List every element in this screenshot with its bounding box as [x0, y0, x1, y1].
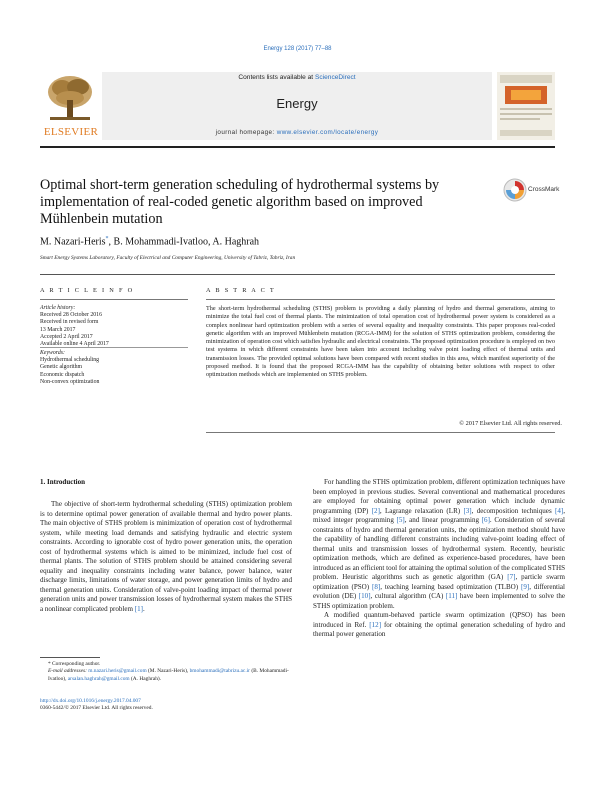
keywords-label: Keywords:	[40, 350, 65, 356]
history-label: Article history:	[40, 305, 76, 311]
citation-link[interactable]: [1]	[134, 604, 143, 613]
intro-paragraph-2	[313, 478, 565, 611]
journal-title: Energy	[276, 96, 318, 111]
keyword-item: Genetic algorithm	[40, 364, 83, 371]
homepage-prefix: journal homepage:	[215, 129, 277, 136]
citation-link[interactable]: [12]	[369, 620, 382, 629]
other-authors: , B. Mohammadi-Ivatloo, A. Haghrah	[108, 236, 260, 248]
paragraph-text: , differential evolution (DE)	[313, 582, 566, 600]
issn-copyright: 0360-5442/© 2017 Elsevier Ltd. All rights reserved.	[40, 705, 153, 712]
crossmark-icon	[503, 178, 527, 202]
body-column-1	[40, 500, 292, 614]
section-divider	[40, 274, 555, 275]
citation-link[interactable]: [9]	[520, 582, 530, 591]
history-item: Received 28 October 2016	[40, 312, 102, 319]
history-item: Received in revised form	[40, 319, 99, 326]
abstract-rule	[206, 299, 555, 300]
keyword-item: Non-convex optimization	[40, 378, 100, 385]
paragraph-text: For handling the STHS optimization problem, different optimization techniques have been employed in previous studies. Several conventional and mathematical procedures are employed for obtaining optimal power generation which include dynamic programming (DP)	[313, 478, 565, 515]
journal-cover-thumbnail	[497, 72, 555, 140]
affiliation: Smart Energy Systems Laboratory, Faculty of Electrical and Computer Engineering, University of Tabriz, Tabriz, Iran	[40, 255, 296, 261]
crossmark-badge[interactable]	[503, 178, 558, 202]
intro-paragraph-1	[40, 500, 292, 614]
doi-link[interactable]: http://dx.doi.org/10.1016/j.energy.2017.04.007	[40, 698, 141, 704]
abstract-bottom-rule	[206, 432, 555, 433]
corresponding-author-note: * Corresponding author.	[48, 661, 101, 667]
email-owner: (B. Mohammadi-Ivatloo),	[48, 668, 289, 682]
contents-prefix: Contents lists available at	[238, 74, 315, 81]
email-label: E-mail addresses:	[48, 668, 89, 675]
article-history	[40, 305, 188, 348]
citation-link[interactable]: [7]	[507, 573, 516, 581]
citation-link[interactable]: [3]	[463, 506, 472, 515]
article-info-heading: A R T I C L E I N F O	[40, 287, 135, 294]
introduction-heading: 1. Introduction	[40, 478, 85, 486]
paragraph-text: The objective of short-term hydrothermal scheduling (STHS) optimization problem is to determine optimal power generation of available thermal and hydro power plants. The main objective of STHS problem is minimization of operation cost of hydrothermal system, while meeting load demands and satisfying hydraulic and electric system constraints. According to ignorable cost of hydro power generation units, the operation cost of hydrothermal systems which is aimed to be minimized, include fuel cost of thermal plants. The solution of STHS problem should be attained considering several equality and inequality constraints including water balance, power balance, water discharge limits, limitations of water storage, and power generation limits of hydro and thermal generation units. Consideration of valve-point loading impact of thermal power generation units and power transmission losses of hydrothermal system makes the STHS a nonlinear complicated problem	[40, 500, 292, 613]
email-link[interactable]: bmohammadi@tabrizu.ac.ir	[189, 668, 250, 675]
paragraph-text: .	[142, 604, 145, 613]
paragraph-text: , decomposition techniques	[471, 506, 555, 515]
sciencedirect-link[interactable]: ScienceDirect	[314, 74, 356, 81]
citation-link[interactable]: [8]	[372, 582, 381, 591]
citation-link[interactable]: [6]	[481, 516, 490, 524]
page-footer	[40, 698, 340, 713]
paragraph-text: A modified quantum-behaved particle swarm optimization (QPSO) has been introduced in Ref.	[313, 611, 565, 629]
paragraph-text: , Lagrange relaxation (LR)	[379, 506, 464, 515]
history-item: 13 March 2017	[40, 326, 76, 333]
paragraph-text: , cultural algorithm (CA)	[370, 592, 446, 600]
citation-link[interactable]: [11]	[445, 592, 458, 600]
abstract-copyright: © 2017 Elsevier Ltd. All rights reserved.	[459, 420, 562, 427]
journal-homepage-link[interactable]: www.elsevier.com/locate/energy	[276, 129, 379, 136]
keywords	[40, 350, 188, 386]
citation-link[interactable]: [4]	[555, 506, 564, 515]
contents-line	[102, 74, 492, 81]
journal-homepage-line	[102, 129, 492, 136]
corresponding-author-mark[interactable]: *	[105, 236, 109, 242]
citation-link[interactable]: [2]	[371, 506, 380, 515]
paragraph-text: , and linear programming	[404, 516, 482, 524]
intro-paragraph-3	[313, 611, 565, 640]
citation-link[interactable]: [5]	[396, 516, 405, 524]
paragraph-text: for obtaining the optimal generation scheduling of hydro and thermal power generation	[313, 620, 565, 638]
crossmark-label: CrossMark	[528, 186, 560, 193]
history-item: Accepted 2 April 2017	[40, 333, 93, 340]
keyword-item: Economic dispatch	[40, 371, 85, 378]
email-link[interactable]: arsalan.haghrah@gmail.com	[67, 675, 130, 682]
footnote-rule	[40, 657, 100, 658]
article-info-rule	[40, 299, 188, 300]
keyword-item: Hydrothermal scheduling	[40, 357, 100, 364]
email-addresses	[40, 668, 300, 683]
email-owner: (M. Nazari-Heris),	[146, 668, 190, 675]
journal-reference[interactable]: Energy 128 (2017) 77–88	[263, 46, 332, 52]
author-list	[40, 236, 259, 247]
author-1: M. Nazari-Heris	[40, 236, 106, 248]
body-column-2	[313, 478, 565, 640]
history-item: Available online 4 April 2017	[40, 341, 109, 348]
footnote	[40, 661, 300, 683]
paragraph-text: , particle swarm optimization (PSO)	[313, 573, 566, 591]
article-title: Optimal short-term generation scheduling of hydrothermal systems by implementation of real-coded genetic algorithm based on improved Mühlenbein mutation	[40, 177, 440, 227]
paragraph-text: . Consideration of several constraints of hydro and thermal generation units, the optimization method should have the capability of handling different constraints including valve-point loading effect of thermal units and transmission losses of hydrothermal system. Recently, heuristic optimization methods, which are defined as experience-based procedures, have been introduced as an efficient tool for attaining the optimal solution of the complicated STHS problem. Heuristic algorithms such as genetic algorithm (GA)	[313, 516, 566, 581]
header-divider	[40, 146, 555, 148]
email-link[interactable]: m.nazari.heris@gmail.com	[88, 668, 147, 675]
paragraph-text: , teaching learning based optimization (TLBO)	[380, 582, 521, 591]
keywords-rule	[40, 347, 188, 348]
email-owner: (A. Haghrah).	[129, 675, 162, 682]
abstract-heading: A B S T R A C T	[206, 287, 276, 294]
paragraph-text: have been implemented to solve the STHS optimization problem.	[313, 592, 565, 610]
citation-link[interactable]: [10]	[358, 592, 371, 600]
elsevier-wordmark: ELSEVIER	[43, 126, 99, 138]
abstract-text: The short-term hydrothermal scheduling (STHS) problem is providing a daily planning of hydro and thermal generations, aiming to minimize the total fuel cost of thermal plants. The minimization of total operation cost of hydrothermal power system is considered as a complex nonlinear hard optimization problem with a series of several equality and inequality constraints. This paper proposes real-coded genetic algorithm with an improved Mühlenbein mutation (RCGA-IMM) for the solution of STHS optimization problem, considering the minimization of operation cost which satisfies hydraulic and electrical constraints. The proposed optimization procedure is employed on two test systems in which different constraints have been taken into account including valve point loading effect of thermal units and transmission losses. The provided optimal solutions have been compared with recent studies in this area, which manifest superiority of the proposed method. It is found that the proposed RCGA-IMM has the capability of obtaining better solutions with respect to other optimization methods which are implemented on STHS problem.	[206, 305, 555, 379]
paragraph-text: , mixed integer programming	[313, 506, 565, 524]
